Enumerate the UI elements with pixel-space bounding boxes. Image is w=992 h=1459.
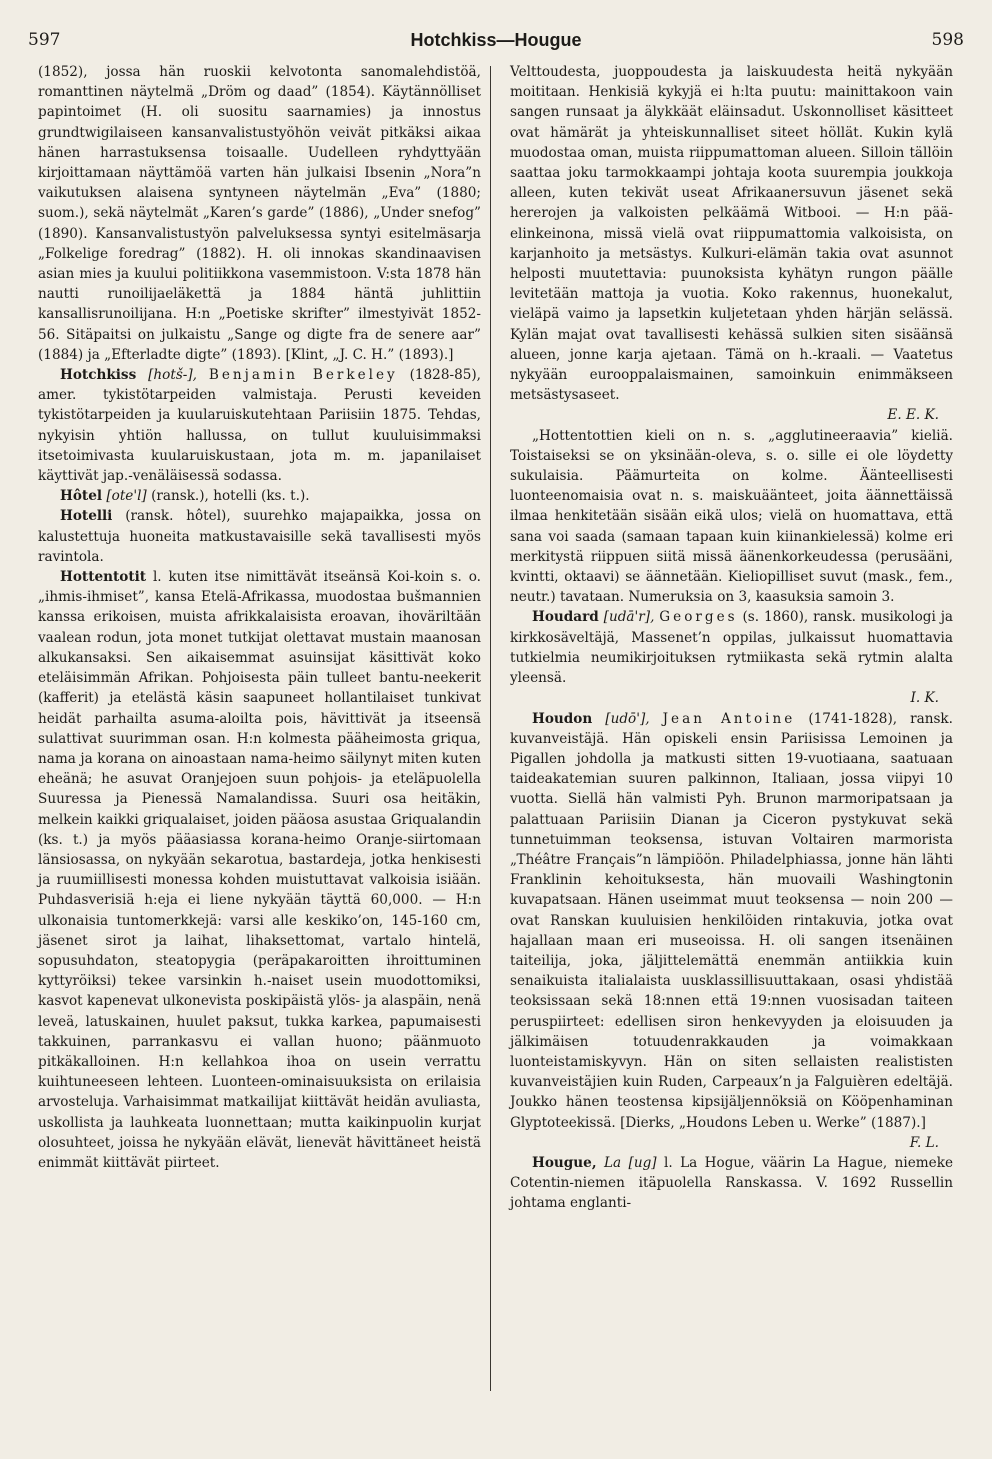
entry-headword: Hôtel (60, 488, 103, 505)
entry-hotchkiss (38, 365, 481, 486)
entry-body: (ransk.), hotelli (ks. t.). (151, 488, 310, 505)
entry-headword: Houdon (532, 710, 593, 727)
entry-name: Jean Antoine (662, 710, 796, 727)
entry-pronunciation: La [ug] (604, 1154, 657, 1171)
entry-houdon (510, 709, 953, 1133)
entry-body: (s. 1860), ransk. musikologi ja kirkkosäveltäjä, Massenet’n oppilas, julkaissut huomattavia tutkielmia neumikirjoituksen rytmiikasta sekä rytmin alalta yleensä. (510, 609, 954, 687)
entry-houdard (510, 607, 953, 688)
entry-headword: Houdard (532, 609, 599, 626)
author-signature: I. K. (910, 690, 939, 707)
entry-hotelli (38, 506, 481, 567)
entry-headword: Hottentotit (60, 569, 147, 586)
entry-headword: Hotelli (60, 508, 113, 525)
continued-paragraph: (1852), jossa hän ruoskii kelvotonta sanomalehdistöä, romanttinen näytelmä „Dröm og daad” (1854). Käytännölliset papintoimet (H. oli suositu saarnamies) ja innostus grundtwigilaiseen kansanvalistustyöhön veivät pitkäksi aikaa hänen harrastuksensa toisaalle. Uudelleen ryhdyttyään kirjoittamaan näyttämöä varten hän julkaisi Ibsenin „Nora”n vaikutuksen alaisena syntyneen näytelmän „Eva” (1880; suom.), sekä näytelmät „Karen’s garde” (1886), „Under snefog” (1890). Kansanvalistustyön palveluksessa syntyi esitelmäsarja „Folkelige foredrag” (1882). H. oli innokas skandinaavisen asian mies ja kuului politiikkona vasemmistoon. V:sta 1878 hän nautti runoilijaeläkettä ja 1884 häntä juhlittiin kansallisrunoilijana. H:n „Poetiske skrifter” ilmestyivät 1852-56. Sitäpaitsi on julkaistu „Sange og digte fra de senere aar” (1884) ja „Efterladte digte” (1893). [Klint, „J. C. H.” (1893).] (38, 64, 481, 363)
entry-body: (1828-85), amer. tykistötarpeiden valmistaja. Perusti keveiden tykistötarpeiden ja kuularuiskutehtaan Pariisiin 1875. Tehdas, nykyisin yhtiön hallussa, on tullut kuuluisimmaksi itsetoimivasta kuularuiskustaan, jota m. m. japanilaiset käyttivät jap.-venäläisessä sodassa. (38, 367, 481, 485)
right-column (510, 62, 953, 1214)
entry-headword: Hotchkiss (60, 367, 137, 384)
entry-body: (ransk. hôtel), suurehko majapaikka, jossa on kalustettuja huoneita matkustavaisille sekä tavallisesti myös ravintola. (38, 508, 482, 565)
entry-hottentotit (38, 567, 481, 1173)
author-signature: F. L. (909, 1134, 939, 1151)
entry-body: l. kuten itse nimittävät itseänsä Koi-koin s. o. „ihmis-ihmiset”, kansa Etelä-Afrikassa, muodostaa bušmannien kanssa erikoisen, muista afrikkalaisista eroavan, ihoväriltään vaalean rodun, jota monet tutkijat olettavat mustain maanosan alkukansaksi. Sen aikaisemmat asuinsijat käsittivät koko eteläisimmän Afrikan. Pohjoisesta päin tulleet bantu-neekerit (kafferit) ja etelästä käsin saapuneet hollantilaiset tunkivat heidät parhailta asuma-aloilta pois, hävittivät ja itseensä sulattivat suurimman osan. H:n kolmesta pääheimosta griqua, nama ja korana on ainoastaan nama-heimo säilynyt miten kuten eheänä; he asuvat Oranjejoen suun pohjois- ja eteläpuolella Suuressa ja Pienessä Namalandissa. Suuri osa heitäkin, melkein kaikki griqualaiset, joiden pääosa asustaa Griqualandin (ks. t.) ja myös pääasiassa korana-heimo Oranje-siirtomaan länsiosassa, on nykyään sekarotua, bastardeja, jotka henkisesti ja ruumiillisesti monessa kohden muistuttavat valkoisia isiään. Puhdasverisiä h:eja ei liene nykyään täyttä 60,000. — H:n ulkonaisia tuntomerkkejä: varsi alle keskiko’on, 145-160 cm, jäsenet sirot ja laihat, lihaksettomat, vartalo hintelä, sopusuhdaton, steatopygia (peräpakaroitten ihroittuminen kyttyröiksi) tekee varsinkin h.-naiset usein muodottomiksi, kasvot kapenevat ulkonevista poskipäistä ylös- ja alaspäin, nenä leveä, latuskainen, huulet paksut, tukka karkea, papumaisesti takkuinen, parrankasvu ei vallan huono; päänmuoto pitkäkalloinen. H:n kellahkoa ihoa on usein verrattu kuihtuneeseen lehteen. Luonteen-ominaisuuksista on erilaisia arvosteluja. Varhaisimmat matkailijat kiittävät heidän avuliasta, uskollista ja lauhkeata luonnettaan; mutta kaikinpuolin kurjat olosuhteet, joissa he nykyään elävät, lienevät hävittäneet heistä enimmät kiittävät piirteet. (38, 569, 481, 1171)
page-header (28, 30, 964, 56)
page-number-left: 597 (28, 30, 61, 50)
entry-headword: Hougue, (532, 1154, 597, 1171)
author-signature: E. E. K. (887, 407, 939, 424)
page-number-right: 598 (931, 30, 964, 50)
entry-pronunciation: [hotš-], (148, 367, 198, 384)
entry-hotel (38, 486, 481, 506)
entry-pronunciation: [ote'l] (106, 488, 147, 505)
entry-pronunciation: [udā'r], (603, 609, 655, 626)
entry-name: Georges (659, 609, 738, 626)
entry-pronunciation: [udō'], (605, 710, 650, 727)
language-paragraph: „Hottentottien kieli on n. s. „agglutineeraavia” kieliä. Toistaiseksi se on yksinään-oleva, s. o. sille ei ole löydetty sukulaisia. Päämurteita on kolme. Äänteellisesti luonteenomaisia ovat n. s. maiskuäänteet, joita äännettäissä ilmaa henkitetään sisään eikä ulos; vielä on huomattava, että sana voi saada (samaan tapaan kuin kiinankielessä) kolme eri merkitystä riippuen siitä missä äänenkorkeudessa (perusääni, kvintti, oktaavi) se äännetään. Kieliopilliset suvut (mask., fem., neutr.) tavataan. Numeruksia on 3, kaasuksia samoin 3. (510, 427, 953, 606)
entry-name: Benjamin Berkeley (208, 367, 398, 384)
entry-hougue (510, 1153, 953, 1214)
continued-paragraph: Velttoudesta, juoppoudesta ja laiskuudesta heitä nykyään moititaan. Henkisiä kykyjä ei h:lta puutu: mainittakoon vain sangen runsaat ja älykkäät eläinsadut. Uskonnolliset käsitteet ovat hämärät ja yhteiskunnalliset siteet höllät. Kukin kylä muodostaa oman, muista riippumattoman alueen. Silloin tällöin saattaa joku tarmokkaampi johtaja koota suurempia joukkoja alleen, kuten tekivät useat Afrikaanersuvun jäsenet sekä hererojen ja valkoisten pelkäämä Witbooi. — H:n pää-elinkeinona, missä vielä ovat riippumattomia valkoisista, on karjanhoito ja metsästys. Kulkuri-elämän takia ovat asunnot helposti muutettavia: puunoksista kyhätyn rungon päälle levitetään mattoja ja vuotia. Koko rakennus, huonekalut, vieläpä vaimo ja lapsetkin kuljetetaan yhden härjän selässä. Kylän majat ovat tavallisesti kehässä sulkien siten sisäänsä alueen, jonne karja ajetaan. Tämä on h.-kraali. — Vaatetus nykyään eurooppalaismainen, samoinkuin enimmäkseen metsästysaseet. (510, 64, 953, 404)
entry-body: (1741-1828), ransk. kuvanveistäjä. Hän opiskeli ensin Pariisissa Lemoinen ja Pigallen johdolla ja matkusti sitten 19-vuotiaana, saatuaan taideakatemian suuren palkinnon, Italiaan, jossa viipyi 10 vuotta. Siellä hän valmisti Pyh. Brunon marmoripatsaan ja palattuaan Pariisiin Dianan ja Ciceron pystykuvat sekä tunnetuimman teoksensa, istuvan Voltairen marmorista „Théâtre Français”n lämpiöön. Philadelphiassa, jonne hän lähti Franklinin kehoituksesta, hän muovaili Washingtonin kuvapatsaan. Hänen useimmat muut teoksensa — noin 200 — ovat Ranskan kuuluisien henkilöiden rintakuvia, jotka ovat hajallaan maan eri museoissa. H. oli sangen itsenäinen taiteilija, joka, jäljittelemättä enemmän antiikkia kuin senaikuista italialaista uusklassillisuuttakaan, osasi yhdistää teoksissaan sekä 18:nnen että 19:nnen vuosisadan taiteen peruspiirteet: edellisen siron henkevyyden ja eloisuuden ja jälkimäisen totuudenrakkauden ja voimakkaan luonteistamiskyvyn. Hän on siten sellaisten realististen kuvanveistäjien kuin Ruden, Carpeaux’n ja Falguièren edeltäjä. Joukko hänen teostensa kipsijäljennöksiä on Kööpenhaminan Glyptoteekissä. [Dierks, „Houdons Leben u. Werke” (1887).] (510, 710, 953, 1131)
left-column (38, 62, 481, 1173)
running-title: Hotchkiss—Hougue (410, 30, 582, 50)
column-divider (490, 66, 491, 1391)
entry-body: l. La Hogue, väärin La Hague, niemeke Cotentin-niemen itäpuolella Ranskassa. V. 1692 Russellin johtama englanti- (510, 1154, 953, 1212)
